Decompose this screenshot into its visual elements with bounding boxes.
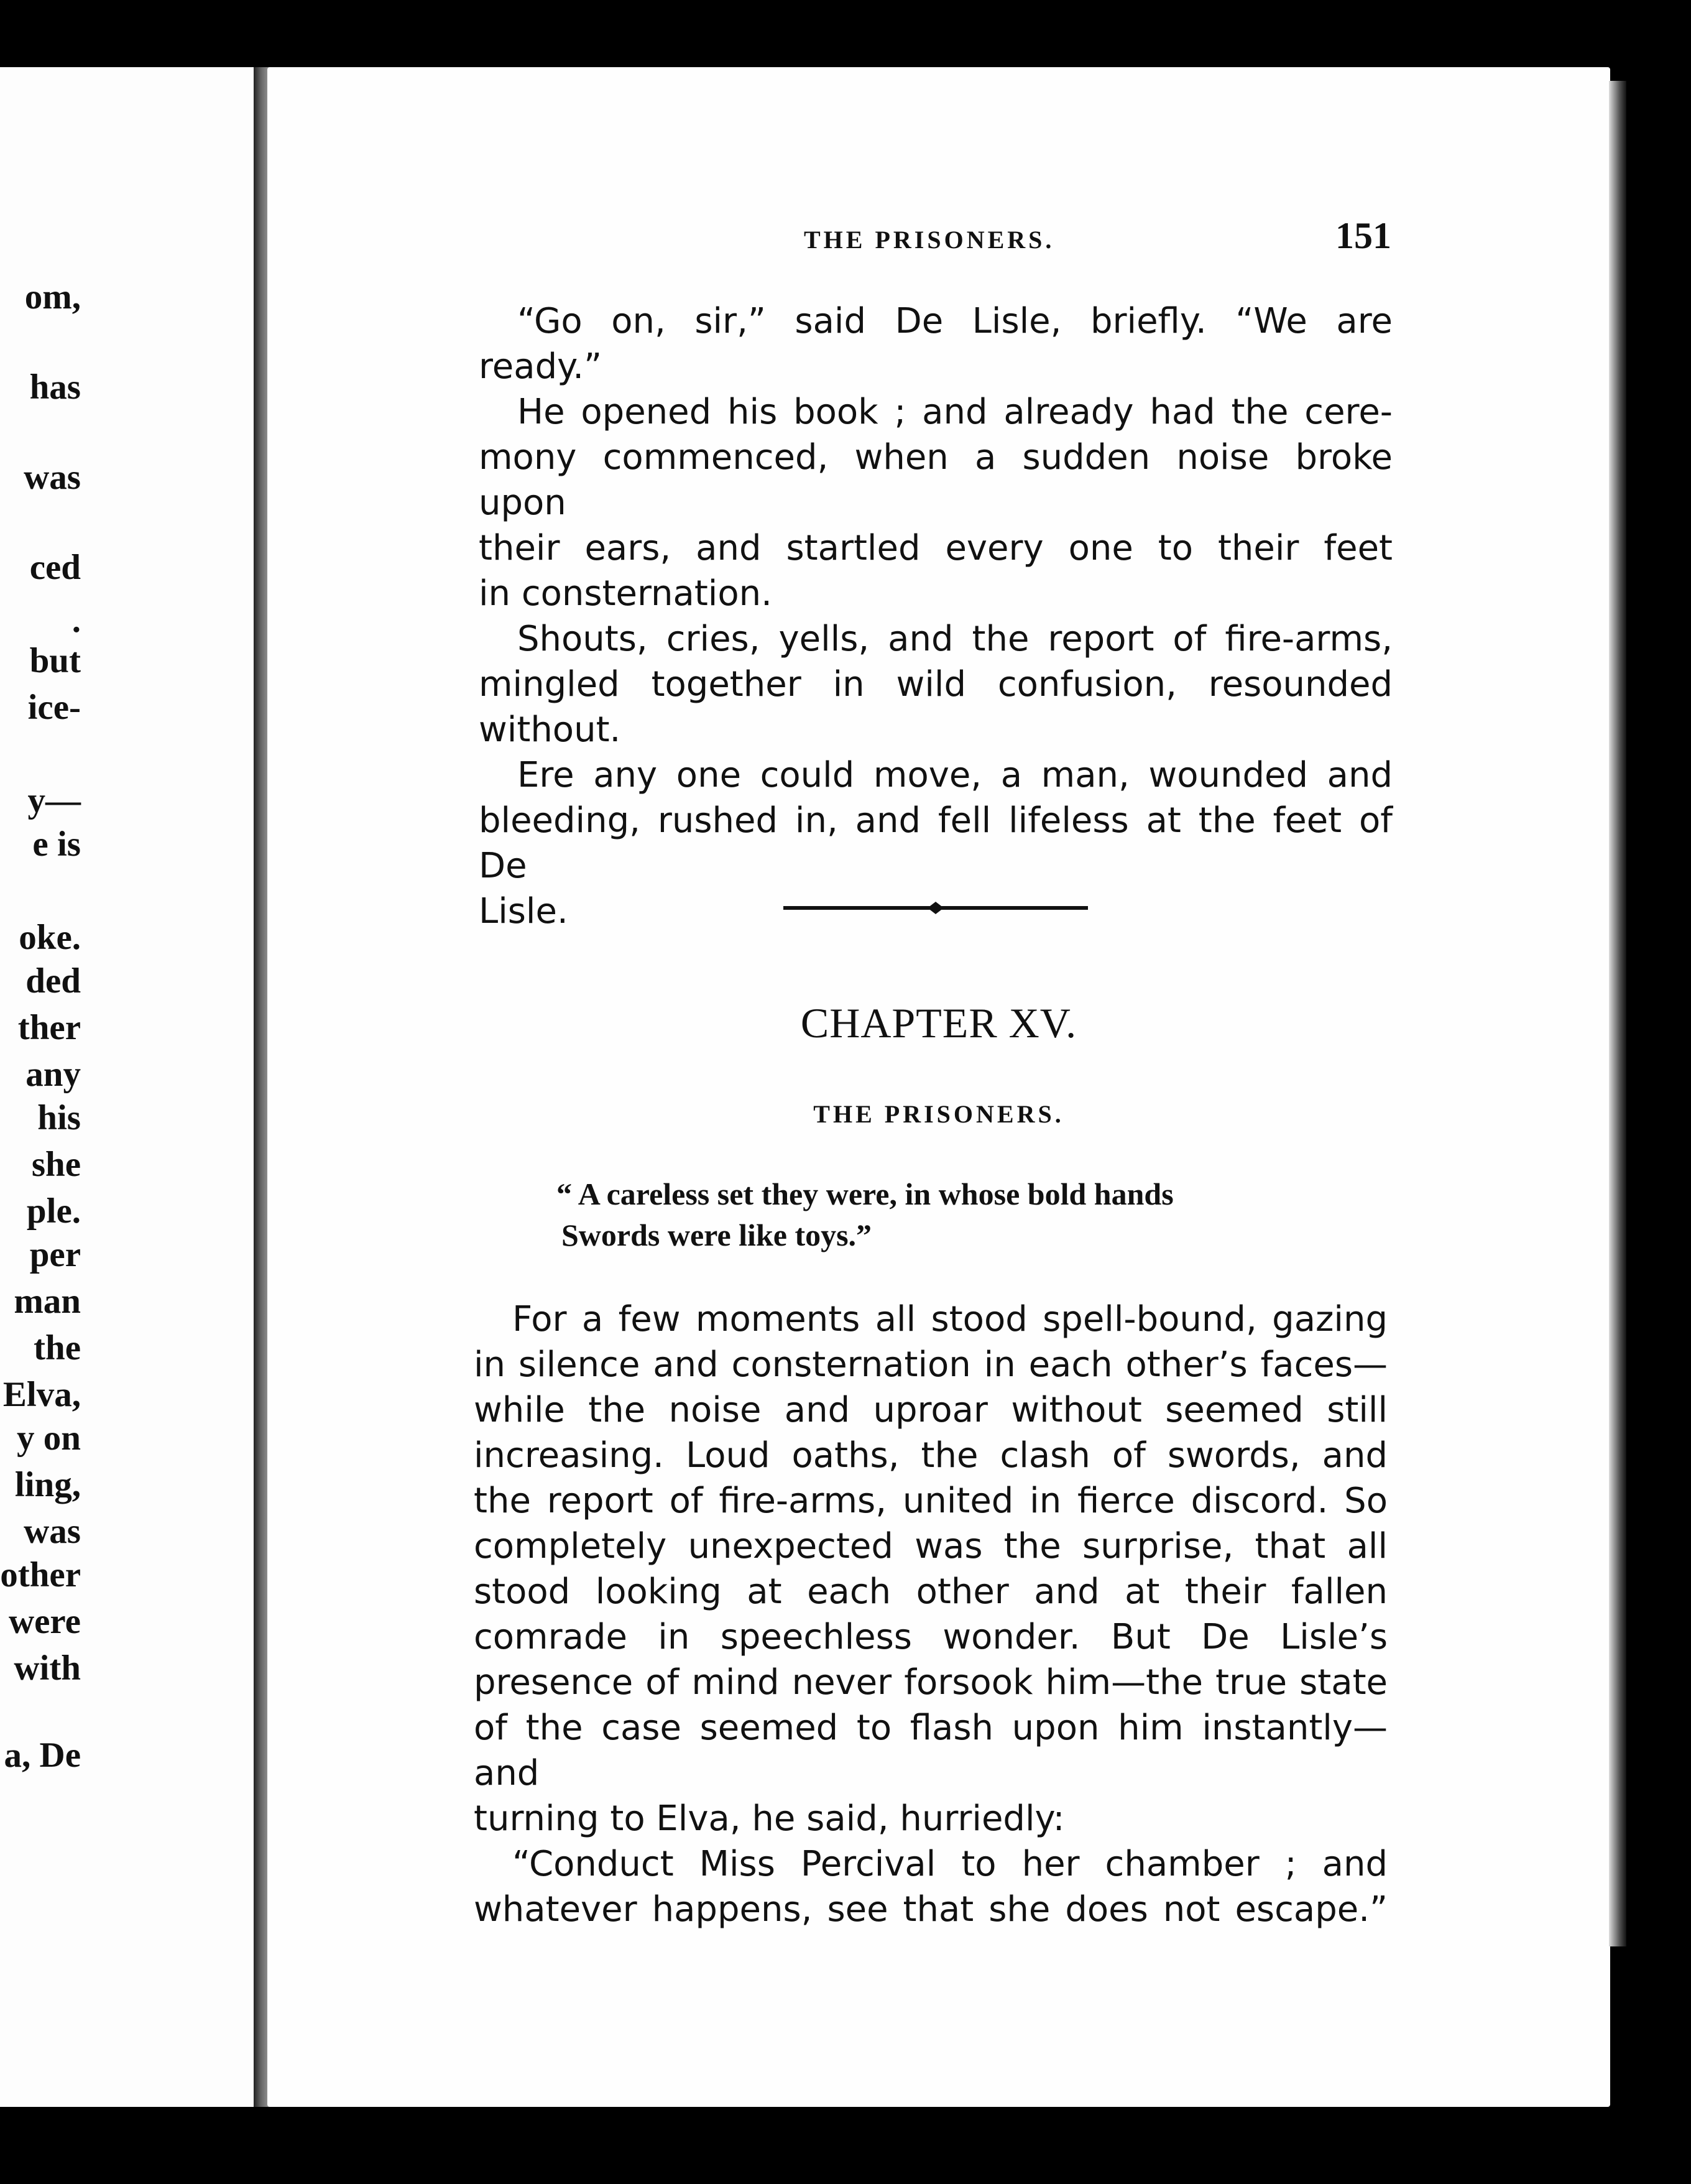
- left-page-text-fragment: y—: [27, 781, 81, 820]
- text-line: mingled together in wild confusion, resounded: [479, 664, 1393, 705]
- text-line: increasing. Loud oaths, the clash of swords, and: [474, 1435, 1388, 1476]
- text-line: mony commenced, when a sudden noise broke upon: [479, 437, 1393, 523]
- text-line: without.: [479, 710, 621, 750]
- left-page-text-fragment: she: [31, 1145, 81, 1184]
- left-page-text-fragment: e is: [32, 825, 81, 864]
- top-text-block: [479, 298, 1393, 934]
- left-page-text-fragment: om,: [24, 277, 81, 317]
- text-line: bleeding, rushed in, and fell lifeless at the feet of De: [479, 800, 1393, 886]
- text-line: of the case seemed to flash upon him instantly—and: [474, 1708, 1388, 1793]
- text-line: completely unexpected was the surprise, that all: [474, 1526, 1388, 1566]
- left-page-text-fragment: per: [29, 1235, 81, 1274]
- left-page-text-fragment: was: [24, 1512, 81, 1551]
- left-page-text-fragment: with: [14, 1649, 81, 1688]
- chapter-subtitle: THE PRISONERS.: [813, 1100, 1064, 1128]
- text-line: in consternation.: [479, 573, 772, 614]
- left-page-text-fragment: his: [37, 1098, 81, 1137]
- left-page-text-fragment: a, De: [4, 1736, 81, 1775]
- left-page-text-fragment: has: [29, 368, 81, 407]
- left-page-text-fragment: ded: [25, 961, 81, 1001]
- left-page-text-fragment: ple.: [26, 1191, 81, 1231]
- text-line: in silence and consternation in each other’s faces—: [474, 1344, 1388, 1385]
- text-line: He opened his book ; and already had the cere-: [517, 392, 1393, 432]
- text-line: stood looking at each other and at their fallen: [474, 1571, 1388, 1612]
- chapter-title: CHAPTER XV.: [800, 999, 1077, 1047]
- text-line: ready.”: [479, 346, 602, 387]
- text-line: For a few moments all stood spell-bound, gazing: [512, 1299, 1388, 1340]
- left-page-text-fragment: y on: [17, 1418, 81, 1458]
- left-page-text-fragment: were: [8, 1602, 81, 1641]
- left-page-text-fragment: ther: [17, 1008, 81, 1047]
- left-page-text-fragment: Elva,: [2, 1375, 81, 1414]
- paragraph: [479, 616, 1393, 752]
- page-number: 151: [1335, 215, 1391, 256]
- left-page-text-fragment: was: [24, 458, 81, 497]
- left-page-text-fragment: man: [14, 1282, 81, 1321]
- paragraph: [479, 389, 1393, 616]
- text-line: “Go on, sir,” said De Lisle, briefly. “We are: [517, 301, 1393, 341]
- epigraph-line: “ A careless set they were, in whose bold hands: [556, 1177, 1174, 1211]
- text-line: comrade in speechless wonder. But De Lisle’s: [474, 1617, 1388, 1657]
- epigraph: [556, 1173, 1340, 1256]
- left-page: [0, 67, 262, 2107]
- text-line: their ears, and startled every one to their feet: [479, 528, 1393, 568]
- left-page-text-fragment: oke.: [19, 918, 81, 957]
- left-page-text-fragment: ice-: [27, 688, 81, 727]
- paragraph: [474, 1297, 1388, 1841]
- text-line: Ere any one could move, a man, wounded and: [517, 755, 1393, 795]
- running-head: THE PRISONERS.: [804, 226, 1055, 254]
- text-line: while the noise and uproar without seemed still: [474, 1390, 1388, 1430]
- paragraph: [479, 298, 1393, 389]
- left-page-text-fragment: ling,: [14, 1465, 81, 1504]
- text-line: “Conduct Miss Percival to her chamber ; and: [512, 1844, 1388, 1884]
- text-line: presence of mind never forsook him—the true state: [474, 1662, 1388, 1703]
- left-page-text-fragment: any: [25, 1055, 81, 1094]
- chapter-ornament: [783, 898, 1088, 918]
- text-line: the report of fire-arms, united in fierce discord. So: [474, 1481, 1388, 1521]
- epigraph-line: Swords were like toys.”: [561, 1218, 872, 1252]
- text-line: turning to Elva, he said, hurriedly:: [474, 1798, 1065, 1839]
- text-line: Shouts, cries, yells, and the report of fire-arms,: [517, 619, 1393, 659]
- left-page-text-fragment: other: [0, 1555, 81, 1594]
- text-line: whatever happens, see that she does not escape.”: [474, 1889, 1388, 1930]
- left-page-text-fragment: ced: [29, 548, 81, 587]
- left-page-text-fragment: but: [29, 641, 81, 680]
- page-edge: [1609, 81, 1626, 1946]
- paragraph: [474, 1841, 1388, 1932]
- text-line: Lisle.: [479, 891, 568, 932]
- left-page-text-fragment: .: [71, 601, 81, 640]
- left-page-text-fragment: the: [34, 1328, 81, 1367]
- body-text-block: [474, 1297, 1388, 1932]
